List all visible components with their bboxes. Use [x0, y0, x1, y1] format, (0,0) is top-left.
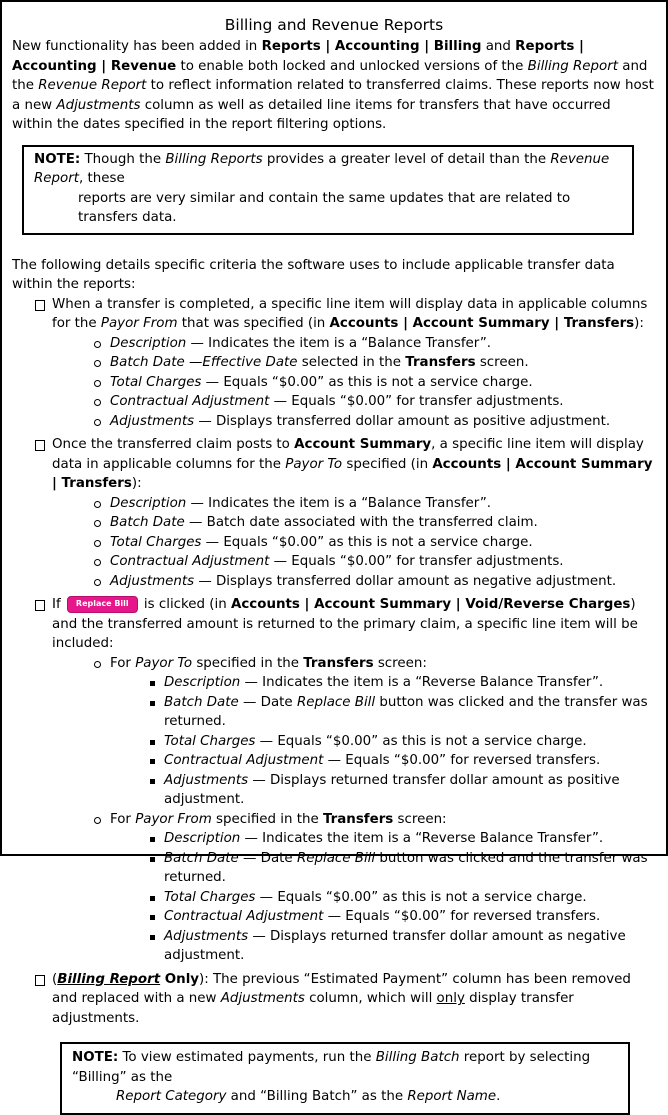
column-term: Adjustments	[164, 772, 249, 788]
list-item	[94, 513, 654, 533]
emphasis-text: only	[436, 991, 465, 1006]
intro-text: New functionality has been added in	[12, 39, 262, 54]
item-text: Indicates the item is a “Balance Transfer”.	[208, 335, 492, 351]
list-item-payor-from	[94, 810, 654, 966]
separator: —	[269, 394, 292, 409]
item-text: screen:	[393, 811, 447, 827]
item-text: Displays transferred dollar amount as positive adjustment.	[216, 413, 611, 429]
menu-path-billing: Reports | Accounting | Billing	[261, 39, 482, 54]
field-name: Report Name	[407, 1089, 497, 1104]
item-text: — Equals “$0.00” as this is not a service charge.	[201, 534, 533, 550]
screen-name: Transfers	[303, 655, 374, 671]
list-item	[150, 732, 654, 752]
list-item	[94, 392, 654, 412]
list-item	[94, 334, 654, 354]
column-term: Description	[110, 495, 187, 511]
list-item	[150, 829, 654, 849]
button-name: Replace Bill	[296, 850, 376, 866]
column-list	[52, 334, 654, 432]
criterion-claim-posts	[12, 435, 654, 591]
separator: —	[201, 374, 224, 390]
column-term: Adjustments	[164, 928, 249, 944]
column-term: Batch Date —Effective Date	[110, 355, 298, 370]
column-term: Description	[110, 335, 187, 351]
note-text: .	[496, 1089, 501, 1104]
checkbox-bullet-icon	[35, 975, 45, 986]
list-item-payor-to	[94, 654, 654, 810]
note-text: Though the	[80, 151, 166, 167]
list-item	[150, 907, 654, 927]
item-text: — Indicates the item is a “Reverse Balance Transfer”.	[240, 675, 604, 690]
checkbox-bullet-icon	[35, 600, 45, 611]
screen-name: Transfers	[405, 355, 476, 370]
list-item	[94, 353, 654, 373]
intro-text: to enable both locked and unlocked versions of the	[176, 58, 528, 74]
column-term: Adjustments	[110, 573, 195, 589]
page-title: Billing and Revenue Reports	[224, 16, 444, 34]
item-text: For	[110, 655, 136, 671]
note-text: , these	[79, 171, 125, 186]
item-text: — Displays returned transfer dollar amount as negative adjustment.	[164, 928, 626, 963]
list-item	[150, 771, 654, 810]
column-term: Contractual Adjustment	[110, 394, 270, 409]
item-text: — Equals “$0.00” as this is not a service charge.	[255, 889, 587, 905]
column-name: Adjustments	[220, 991, 305, 1006]
criterion-text: ): The previous “Estimated Payment” column has been removed and replaced with a new	[52, 971, 631, 1006]
criterion-text: ):	[634, 316, 644, 331]
criterion-text: column, which will	[304, 991, 437, 1006]
checkbox-bullet-icon	[35, 300, 45, 311]
payor-term: Payor From	[100, 316, 178, 331]
payor-term: Payor To	[285, 456, 343, 472]
item-text: — Displays returned transfer dollar amount as positive adjustment.	[164, 772, 620, 807]
item-text: Equals “$0.00” as this is not a service charge.	[223, 374, 533, 390]
list-item	[94, 412, 654, 432]
column-term: Total Charges	[110, 374, 202, 390]
column-term: Description	[164, 675, 241, 690]
item-text: specified in the	[211, 811, 323, 827]
column-list	[52, 494, 654, 592]
item-text: — Equals “$0.00” for transfer adjustments.	[269, 554, 564, 569]
menu-path: Accounts | Account Summary | Transfers	[329, 316, 635, 331]
column-term: Total Charges	[164, 889, 256, 905]
only-label: Only	[160, 971, 200, 987]
separator: —	[186, 335, 209, 351]
column-term: Total Charges	[110, 534, 202, 550]
menu-path: Accounts | Account Summary | Void/Reverse Charges	[231, 597, 631, 612]
note-box-billing	[22, 145, 634, 235]
column-list	[110, 829, 654, 966]
criterion-text: display transfer adjustments.	[52, 991, 574, 1026]
list-item	[94, 552, 654, 572]
note-label: NOTE:	[72, 1050, 119, 1065]
column-term: Batch Date	[164, 694, 239, 710]
item-text: screen:	[373, 655, 427, 671]
list-item	[150, 927, 654, 966]
report-name: Revenue Report	[38, 78, 147, 93]
note-text: report by selecting “Billing” as the	[72, 1050, 591, 1085]
payor-list	[52, 654, 654, 966]
replace-bill-button[interactable]: Replace Bill	[67, 596, 138, 613]
item-text: — Date	[238, 850, 297, 866]
criterion-replace-bill	[12, 595, 654, 966]
column-term: Batch Date	[110, 515, 185, 530]
list-item	[150, 888, 654, 908]
criterion-billing-report-only	[12, 970, 654, 1029]
note-text-line2	[72, 1087, 620, 1107]
intro-text: to reflect information related to transferred claims. These reports now host a new	[12, 78, 654, 113]
criterion-transfer-completed	[12, 295, 654, 432]
item-text: — Date	[238, 694, 297, 710]
note-box-estimated-payments	[60, 1042, 630, 1115]
report-name: Revenue Report	[34, 151, 610, 186]
intro-text: and the	[12, 58, 648, 93]
intro-text: column as well as detailed line items for transfers that have occurred within the dates specified in the report filtering options.	[12, 97, 611, 132]
list-item	[150, 751, 654, 771]
criterion-text: ) and the transferred amount is returned to the primary claim, a specific line item will be included:	[52, 597, 638, 651]
item-text: — Displays transferred dollar amount as negative adjustment.	[194, 573, 617, 589]
field-name: Report Category	[116, 1089, 227, 1104]
column-list	[110, 673, 654, 810]
payor-term: Payor From	[135, 811, 212, 827]
column-term: Total Charges	[164, 733, 256, 749]
intro-paragraph	[12, 37, 654, 135]
item-text: button was clicked and the transfer was returned.	[164, 850, 648, 885]
criterion-text: that was specified (in	[177, 316, 330, 331]
payor-term: Payor To	[135, 655, 193, 671]
item-text: button was clicked and the transfer was returned.	[164, 694, 648, 729]
list-item	[94, 494, 654, 514]
menu-path: Accounts | Account Summary | Transfers	[52, 456, 653, 491]
button-name: Replace Bill	[296, 694, 376, 710]
column-term: Contractual Adjustment	[164, 753, 324, 768]
note-text: provides a greater level of detail than the	[262, 151, 551, 167]
criterion-text: Once the transferred claim posts to	[52, 437, 295, 452]
criterion-text: If	[52, 597, 65, 612]
column-term: Batch Date	[164, 850, 239, 866]
criterion-text: , a specific line item will display data in applicable columns for the	[52, 437, 644, 472]
report-name: Billing Batch	[375, 1050, 460, 1065]
list-item	[150, 849, 654, 888]
note-text: and “Billing Batch” as the	[226, 1089, 408, 1104]
report-name: Billing Report	[527, 58, 618, 74]
column-term: Description	[164, 831, 241, 846]
screen-name: Account Summary	[294, 437, 432, 452]
item-text: — Batch date associated with the transferred claim.	[184, 515, 538, 530]
criterion-text: (	[52, 971, 58, 987]
criterion-text: When a transfer is completed, a specific line item will display data in applicable columns for the	[52, 296, 648, 331]
item-text: — Indicates the item is a “Balance Transfer”.	[186, 495, 492, 511]
column-term: Contractual Adjustment	[110, 554, 270, 569]
note-text: reports are very similar and contain the same updates that are related to transfers data.	[78, 190, 571, 225]
column-name: Adjustments	[56, 97, 141, 113]
item-text: For	[110, 811, 136, 827]
list-item	[150, 693, 654, 732]
item-text: screen.	[475, 355, 529, 370]
criterion-text: specified (in	[342, 456, 433, 472]
item-text: selected in the	[301, 355, 406, 370]
screen-name: Transfers	[322, 811, 394, 827]
note-label: NOTE:	[34, 151, 81, 167]
criterion-text: is clicked (in	[139, 597, 231, 612]
list-item	[94, 533, 654, 553]
column-term: Adjustments	[110, 413, 195, 429]
item-text: — Indicates the item is a “Reverse Balance Transfer”.	[240, 831, 604, 846]
checkbox-bullet-icon	[35, 440, 45, 451]
criterion-text: ):	[131, 476, 142, 491]
list-item	[94, 373, 654, 393]
report-name: Billing Reports	[165, 151, 263, 167]
item-text: specified in the	[192, 655, 304, 671]
intro-text: and	[481, 39, 516, 54]
criteria-intro: The following details specific criteria the software uses to include applicable transfer data within the reports:	[12, 257, 615, 292]
separator: —	[194, 413, 216, 429]
list-item	[150, 673, 654, 693]
report-name: Billing Report	[57, 971, 161, 987]
list-item	[94, 572, 654, 592]
item-text: — Equals “$0.00” as this is not a service charge.	[255, 733, 587, 749]
note-text: To view estimated payments, run the	[118, 1050, 376, 1065]
column-term: Contractual Adjustment	[164, 909, 324, 924]
item-text: — Equals “$0.00” for reversed transfers.	[323, 909, 601, 924]
item-text: — Equals “$0.00” for reversed transfers.	[323, 753, 601, 768]
item-text: Equals “$0.00” for transfer adjustments.	[291, 394, 564, 409]
menu-path-revenue: Reports | Accounting | Revenue	[12, 39, 584, 74]
